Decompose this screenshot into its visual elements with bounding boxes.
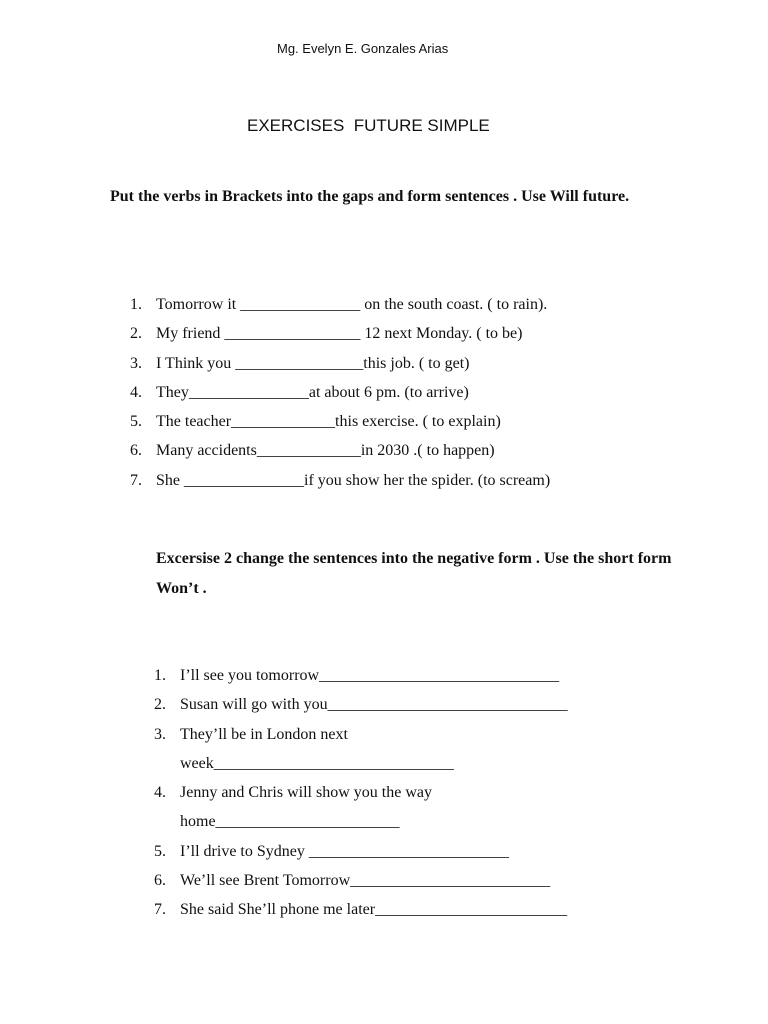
exercise-2-item <box>154 895 650 924</box>
item-text: She said She’ll phone me later________________________ <box>180 901 568 919</box>
item-number: 2. <box>154 696 166 714</box>
item-text: The teacher_____________this exercise. ( to explain) <box>156 413 501 431</box>
exercise-1-item <box>130 407 676 436</box>
exercise-1-item <box>130 319 676 348</box>
exercise-1-item <box>130 436 676 465</box>
exercise-2-item <box>154 866 650 895</box>
exercise-1-item <box>130 378 676 407</box>
exercise-1-item <box>130 349 676 378</box>
exercise-1-instruction: Put the verbs in Brackets into the gaps and form sentences . Use Will future. <box>110 188 630 205</box>
item-text: Tomorrow it _______________ on the south coast. ( to rain). <box>156 296 548 313</box>
exercise-2-item <box>154 720 480 779</box>
item-text: They’ll be in London next week______________________________ <box>180 725 454 772</box>
exercise-1-item <box>130 466 676 495</box>
exercise-2-list <box>154 661 650 925</box>
item-text: I’ll drive to Sydney _________________________ <box>180 842 509 860</box>
page-title: EXERCISES FUTURE SIMPLE <box>247 116 490 135</box>
exercise-2-item <box>154 690 650 719</box>
item-text: My friend _________________ 12 next Monday. ( to be) <box>156 325 523 343</box>
exercise-1-item <box>130 290 676 319</box>
item-number: 6. <box>154 872 166 890</box>
item-text: They_______________at about 6 pm. (to arrive) <box>156 383 469 401</box>
item-number: 7. <box>130 471 142 489</box>
item-number: 2. <box>130 325 142 343</box>
exercise-2-instruction: Excersise 2 change the sentences into the negative form . Use the short form Won’t . <box>156 550 672 597</box>
exercise-2-item <box>154 778 480 837</box>
item-text: Susan will go with you______________________________ <box>180 696 568 714</box>
item-number: 1. <box>130 296 142 313</box>
item-text: I Think you ________________this job. ( to get) <box>156 354 470 372</box>
item-text: We’ll see Brent Tomorrow_________________________ <box>180 872 551 890</box>
item-number: 5. <box>154 842 166 860</box>
exercise-2-item <box>154 661 650 690</box>
exercise-1-list <box>130 290 676 495</box>
item-number: 3. <box>154 725 166 743</box>
exercise-2-item <box>154 837 650 866</box>
item-number: 4. <box>130 383 142 401</box>
item-number: 5. <box>130 413 142 431</box>
item-number: 7. <box>154 901 166 919</box>
item-text: Jenny and Chris will show you the way home_______________________ <box>180 784 432 831</box>
item-text: I’ll see you tomorrow______________________________ <box>180 667 560 684</box>
author-name: Mg. Evelyn E. Gonzales Arias <box>277 41 449 56</box>
item-number: 6. <box>130 442 142 460</box>
item-number: 1. <box>154 667 166 684</box>
item-text: Many accidents_____________in 2030 .( to happen) <box>156 442 495 460</box>
item-number: 3. <box>130 354 142 372</box>
item-number: 4. <box>154 784 166 802</box>
item-text: She _______________if you show her the spider. (to scream) <box>156 471 551 489</box>
